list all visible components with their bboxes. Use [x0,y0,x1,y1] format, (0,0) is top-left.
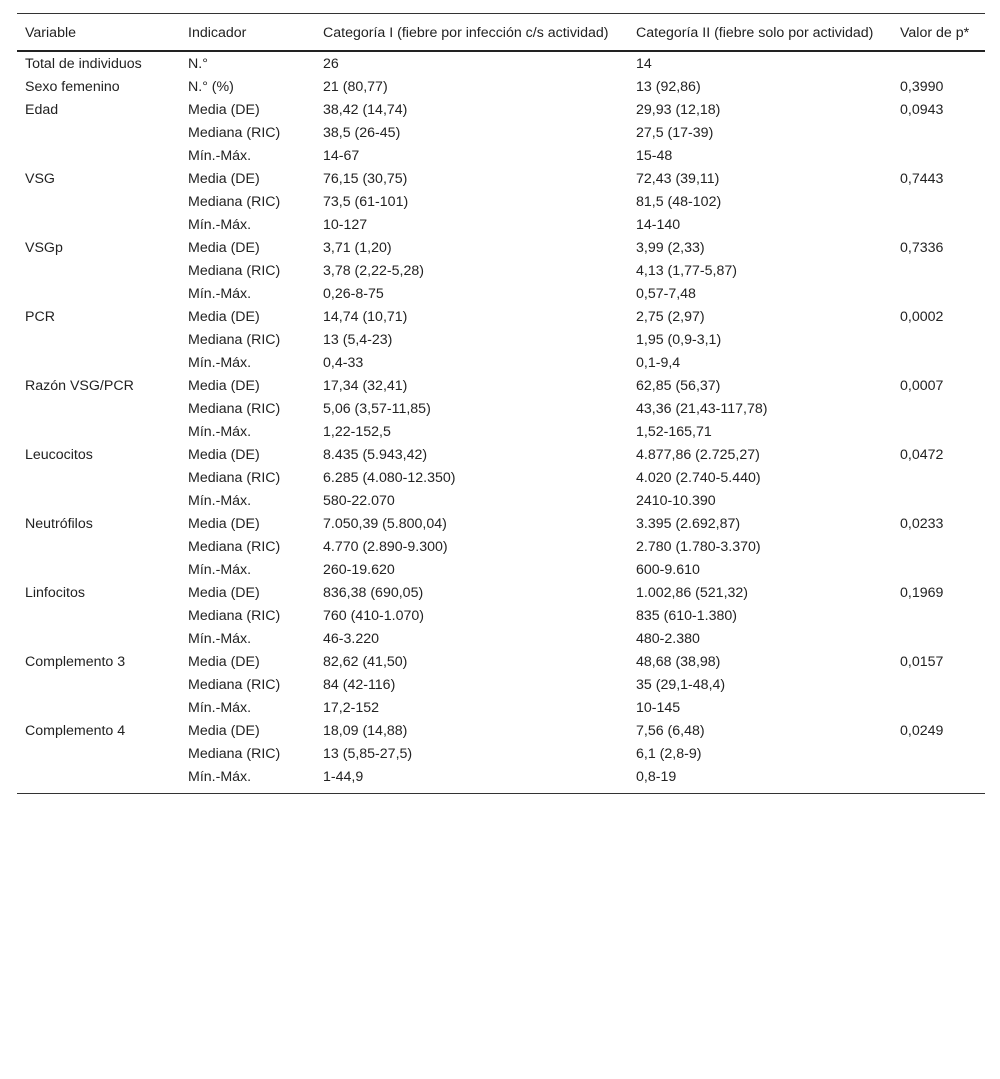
cell-valor-p [892,352,985,375]
table-row [17,605,985,628]
table-row [17,559,985,582]
cell-valor-p [892,467,985,490]
cell-valor-p [892,766,985,794]
cell-indicador: Media (DE) [188,102,260,118]
cell-categoria-i: 21 (80,77) [323,79,388,95]
cell-valor-p [892,559,985,582]
table-row [17,214,985,237]
cell-categoria-ii: 62,85 (56,37) [636,378,721,394]
table-row [17,51,985,76]
cell-valor-p [892,605,985,628]
cell-variable [17,559,180,582]
cell-valor-p [892,214,985,237]
cell-indicador: Mín.-Máx. [188,355,252,371]
cell-categoria-i: 38,5 (26-45) [323,125,401,141]
cell-variable [17,398,180,421]
cell-indicador: N.° (%) [188,79,234,95]
header-indicador: Indicador [188,25,247,41]
cell-variable [17,467,180,490]
cell-categoria-ii: 14 [636,56,652,72]
cell-valor-p [892,697,985,720]
cell-indicador: Mín.-Máx. [188,562,252,578]
cell-indicador: Mediana (RIC) [188,125,281,141]
cell-categoria-ii: 27,5 (17-39) [636,125,714,141]
cell-categoria-i: 17,2-152 [323,700,380,716]
cell-valor-p [892,145,985,168]
table-row [17,697,985,720]
cell-indicador: Mediana (RIC) [188,470,281,486]
table-row [17,283,985,306]
cell-variable [17,605,180,628]
cell-categoria-ii: 4.877,86 (2.725,27) [636,447,760,463]
cell-categoria-i: 760 (410-1.070) [323,608,424,624]
table-row [17,467,985,490]
cell-categoria-ii: 13 (92,86) [636,79,701,95]
cell-categoria-ii: 2.780 (1.780-3.370) [636,539,761,555]
table-row [17,145,985,168]
cell-valor-p: 0,7336 [900,240,944,256]
cell-valor-p [892,743,985,766]
cell-categoria-i: 1-44,9 [323,769,364,785]
cell-valor-p [892,283,985,306]
cell-indicador: Mediana (RIC) [188,401,281,417]
data-table [17,13,985,794]
table-row [17,720,985,743]
table-row [17,513,985,536]
cell-categoria-i: 836,38 (690,05) [323,585,424,601]
cell-categoria-i: 5,06 (3,57-11,85) [323,401,431,417]
cell-indicador: Mín.-Máx. [188,700,252,716]
cell-categoria-ii: 2410-10.390 [636,493,716,509]
cell-categoria-ii: 29,93 (12,18) [636,102,721,118]
cell-variable [17,766,180,794]
cell-categoria-ii: 15-48 [636,148,673,164]
cell-valor-p: 0,0233 [900,516,944,532]
table-row [17,76,985,99]
cell-variable [17,628,180,651]
cell-indicador: Mediana (RIC) [188,539,281,555]
cell-categoria-i: 7.050,39 (5.800,04) [323,516,447,532]
cell-indicador: Mín.-Máx. [188,493,252,509]
cell-indicador: Mín.-Máx. [188,286,252,302]
cell-categoria-i: 73,5 (61-101) [323,194,409,210]
header-row [17,14,985,52]
cell-categoria-ii: 0,1-9,4 [636,355,681,371]
cell-categoria-i: 26 [323,56,339,72]
table-row [17,421,985,444]
cell-variable [17,283,180,306]
cell-variable [17,122,180,145]
table-row [17,306,985,329]
table-row [17,398,985,421]
table-row [17,743,985,766]
cell-variable: VSG [25,171,55,187]
cell-variable [17,536,180,559]
cell-valor-p [892,329,985,352]
cell-categoria-ii: 4.020 (2.740-5.440) [636,470,761,486]
cell-categoria-ii: 48,68 (38,98) [636,654,721,670]
cell-variable [17,352,180,375]
cell-variable: Leucocitos [25,447,93,463]
cell-categoria-i: 82,62 (41,50) [323,654,408,670]
cell-valor-p: 0,0002 [900,309,944,325]
cell-categoria-i: 6.285 (4.080-12.350) [323,470,456,486]
cell-categoria-ii: 3,99 (2,33) [636,240,705,256]
cell-variable: Complemento 4 [25,723,126,739]
cell-categoria-i: 14,74 (10,71) [323,309,408,325]
cell-categoria-i: 8.435 (5.943,42) [323,447,428,463]
cell-categoria-ii: 2,75 (2,97) [636,309,705,325]
cell-indicador: Mín.-Máx. [188,631,252,647]
table-header [17,14,985,52]
table-row [17,375,985,398]
cell-indicador: Media (DE) [188,171,260,187]
cell-categoria-i: 0,4-33 [323,355,364,371]
cell-valor-p [892,628,985,651]
cell-variable [17,191,180,214]
cell-variable [17,145,180,168]
cell-valor-p [892,51,985,76]
cell-indicador: Mín.-Máx. [188,217,252,233]
cell-categoria-ii: 43,36 (21,43-117,78) [636,401,768,417]
cell-variable: Sexo femenino [25,79,120,95]
cell-categoria-i: 0,26-8-75 [323,286,384,302]
table-row [17,237,985,260]
table-body [17,51,985,794]
cell-categoria-ii: 7,56 (6,48) [636,723,705,739]
cell-categoria-i: 580-22.070 [323,493,395,509]
cell-valor-p: 0,7443 [900,171,944,187]
cell-categoria-i: 3,78 (2,22-5,28) [323,263,424,279]
header-categoria-i: Categoría I (fiebre por infección c/s actividad) [323,25,609,41]
cell-variable: Edad [25,102,59,118]
table-row [17,122,985,145]
cell-valor-p [892,260,985,283]
cell-categoria-ii: 600-9.610 [636,562,700,578]
cell-valor-p: 0,0472 [900,447,944,463]
cell-categoria-ii: 1.002,86 (521,32) [636,585,749,601]
cell-categoria-ii: 81,5 (48-102) [636,194,722,210]
cell-indicador: Mediana (RIC) [188,746,281,762]
cell-valor-p [892,191,985,214]
table-row [17,191,985,214]
header-categoria-ii: Categoría II (fiebre solo por actividad) [636,25,874,41]
cell-categoria-i: 10-127 [323,217,368,233]
cell-categoria-ii: 1,52-165,71 [636,424,712,440]
cell-valor-p: 0,0943 [900,102,944,118]
cell-variable [17,490,180,513]
table-row [17,536,985,559]
table-row [17,260,985,283]
cell-variable: Total de individuos [25,56,142,72]
table-row [17,329,985,352]
cell-valor-p: 0,3990 [900,79,944,95]
cell-categoria-i: 38,42 (14,74) [323,102,408,118]
cell-categoria-ii: 480-2.380 [636,631,700,647]
cell-indicador: Mín.-Máx. [188,148,252,164]
cell-valor-p [892,421,985,444]
cell-variable [17,743,180,766]
table-row [17,444,985,467]
cell-indicador: Mediana (RIC) [188,608,281,624]
table-row [17,628,985,651]
table-row [17,651,985,674]
cell-categoria-ii: 72,43 (39,11) [636,171,720,187]
cell-variable: Razón VSG/PCR [25,378,134,394]
cell-categoria-ii: 1,95 (0,9-3,1) [636,332,722,348]
cell-valor-p: 0,0249 [900,723,944,739]
cell-indicador: Media (DE) [188,378,260,394]
cell-categoria-i: 260-19.620 [323,562,395,578]
data-table-container [17,13,985,794]
header-variable: Variable [25,25,76,41]
cell-categoria-ii: 835 (610-1.380) [636,608,737,624]
cell-categoria-i: 3,71 (1,20) [323,240,392,256]
table-row [17,766,985,794]
cell-categoria-i: 76,15 (30,75) [323,171,408,187]
cell-valor-p: 0,0007 [900,378,944,394]
cell-indicador: Media (DE) [188,309,260,325]
cell-categoria-i: 13 (5,4-23) [323,332,393,348]
cell-indicador: Mediana (RIC) [188,194,281,210]
cell-valor-p [892,490,985,513]
cell-variable [17,697,180,720]
cell-categoria-i: 13 (5,85-27,5) [323,746,413,762]
cell-indicador: Media (DE) [188,516,260,532]
cell-categoria-ii: 0,8-19 [636,769,677,785]
cell-indicador: Media (DE) [188,723,260,739]
cell-variable [17,214,180,237]
cell-valor-p [892,674,985,697]
cell-valor-p: 0,1969 [900,585,944,601]
cell-indicador: Mediana (RIC) [188,332,281,348]
cell-categoria-i: 84 (42-116) [323,677,396,693]
table-row [17,490,985,513]
cell-variable [17,674,180,697]
cell-variable: Complemento 3 [25,654,126,670]
cell-categoria-i: 14-67 [323,148,360,164]
cell-indicador: Mediana (RIC) [188,677,281,693]
cell-valor-p: 0,0157 [900,654,944,670]
cell-indicador: Mediana (RIC) [188,263,281,279]
cell-indicador: Media (DE) [188,585,260,601]
cell-valor-p [892,536,985,559]
cell-variable: PCR [25,309,55,325]
cell-indicador: Media (DE) [188,654,260,670]
cell-valor-p [892,122,985,145]
cell-indicador: Mín.-Máx. [188,424,252,440]
cell-categoria-ii: 0,57-7,48 [636,286,696,302]
cell-categoria-i: 46-3.220 [323,631,380,647]
cell-categoria-ii: 35 (29,1-48,4) [636,677,726,693]
cell-variable: Neutrófilos [25,516,93,532]
cell-variable [17,421,180,444]
cell-variable: Linfocitos [25,585,85,601]
table-row [17,352,985,375]
table-row [17,99,985,122]
cell-indicador: Media (DE) [188,240,260,256]
cell-categoria-ii: 3.395 (2.692,87) [636,516,741,532]
table-row [17,168,985,191]
cell-categoria-ii: 4,13 (1,77-5,87) [636,263,737,279]
cell-categoria-i: 4.770 (2.890-9.300) [323,539,448,555]
cell-valor-p [892,398,985,421]
cell-categoria-ii: 6,1 (2,8-9) [636,746,702,762]
table-row [17,582,985,605]
cell-indicador: Media (DE) [188,447,260,463]
header-valor-p: Valor de p* [900,25,970,41]
cell-categoria-i: 18,09 (14,88) [323,723,408,739]
cell-variable [17,260,180,283]
cell-categoria-i: 1,22-152,5 [323,424,391,440]
cell-categoria-ii: 10-145 [636,700,681,716]
cell-indicador: Mín.-Máx. [188,769,252,785]
cell-variable: VSGp [25,240,63,256]
cell-categoria-ii: 14-140 [636,217,681,233]
cell-indicador: N.° [188,56,208,72]
table-row [17,674,985,697]
cell-categoria-i: 17,34 (32,41) [323,378,408,394]
cell-variable [17,329,180,352]
